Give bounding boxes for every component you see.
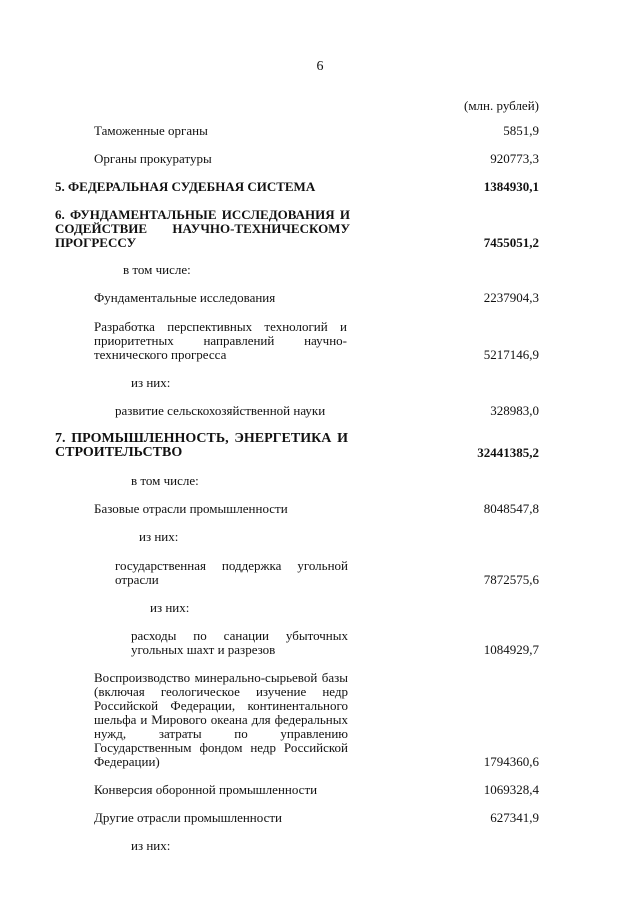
row-label: Другие отрасли промышленности <box>94 810 282 825</box>
unit-label: (млн. рублей) <box>464 98 539 113</box>
row-label: из них: <box>150 600 190 615</box>
row-label: Таможенные органы <box>94 123 208 138</box>
row-value: 328983,0 <box>490 403 539 418</box>
row-value: 920773,3 <box>490 151 539 166</box>
row-label: Органы прокуратуры <box>94 151 212 166</box>
section-title: 5. ФЕДЕРАЛЬНАЯ СУДЕБНАЯ СИСТЕМА <box>55 179 316 194</box>
row-value: 2237904,3 <box>483 290 539 305</box>
row-label: в том числе: <box>131 473 199 488</box>
row-label: из них: <box>131 838 171 853</box>
section-value: 7455051,2 <box>483 235 539 250</box>
row-label: государственная поддержка угольной отрасли <box>115 558 348 587</box>
section-title: 6. ФУНДАМЕНТАЛЬНЫЕ ИССЛЕДОВАНИЯ И СОДЕЙСТВИЕ НАУЧНО-ТЕХНИЧЕСКОМУ ПРОГРЕССУ <box>55 207 350 250</box>
row-label: из них: <box>131 375 171 390</box>
row-label: Базовые отрасли промышленности <box>94 501 288 516</box>
row-value: 1069328,4 <box>483 782 539 797</box>
row-label: в том числе: <box>123 262 191 277</box>
row-value: 5851,9 <box>503 123 539 138</box>
row-label: расходы по санации убыточных угольных шахт и разрезов <box>131 628 348 657</box>
row-value: 8048547,8 <box>483 501 539 516</box>
row-value: 5217146,9 <box>483 347 539 362</box>
row-label: из них: <box>139 529 179 544</box>
row-value: 1084929,7 <box>483 642 539 657</box>
row-value: 7872575,6 <box>483 572 539 587</box>
row-value: 627341,9 <box>490 810 539 825</box>
section-value: 32441385,2 <box>477 445 539 460</box>
row-value: 1794360,6 <box>483 754 539 769</box>
row-label: Конверсия оборонной промышленности <box>94 782 318 797</box>
row-label: Воспроизводство минерально-сырьевой базы (включая геологическое изучение недр Российской Федерации, континентального шельфа и Мирового океана для федеральных нужд, затраты по управлению Государственным фондом недр Российской Федерации) <box>94 670 348 769</box>
row-label: Разработка перспективных технологий и приоритетных направлений научно-технического прогресса <box>94 319 347 362</box>
row-label: развитие сельскохозяйственной науки <box>115 403 326 418</box>
section-title: 7. ПРОМЫШЛЕННОСТЬ, ЭНЕРГЕТИКА И СТРОИТЕЛЬСТВО <box>55 431 348 460</box>
row-label: Фундаментальные исследования <box>94 290 276 305</box>
page-number: 6 <box>316 59 324 74</box>
section-value: 1384930,1 <box>483 179 539 194</box>
